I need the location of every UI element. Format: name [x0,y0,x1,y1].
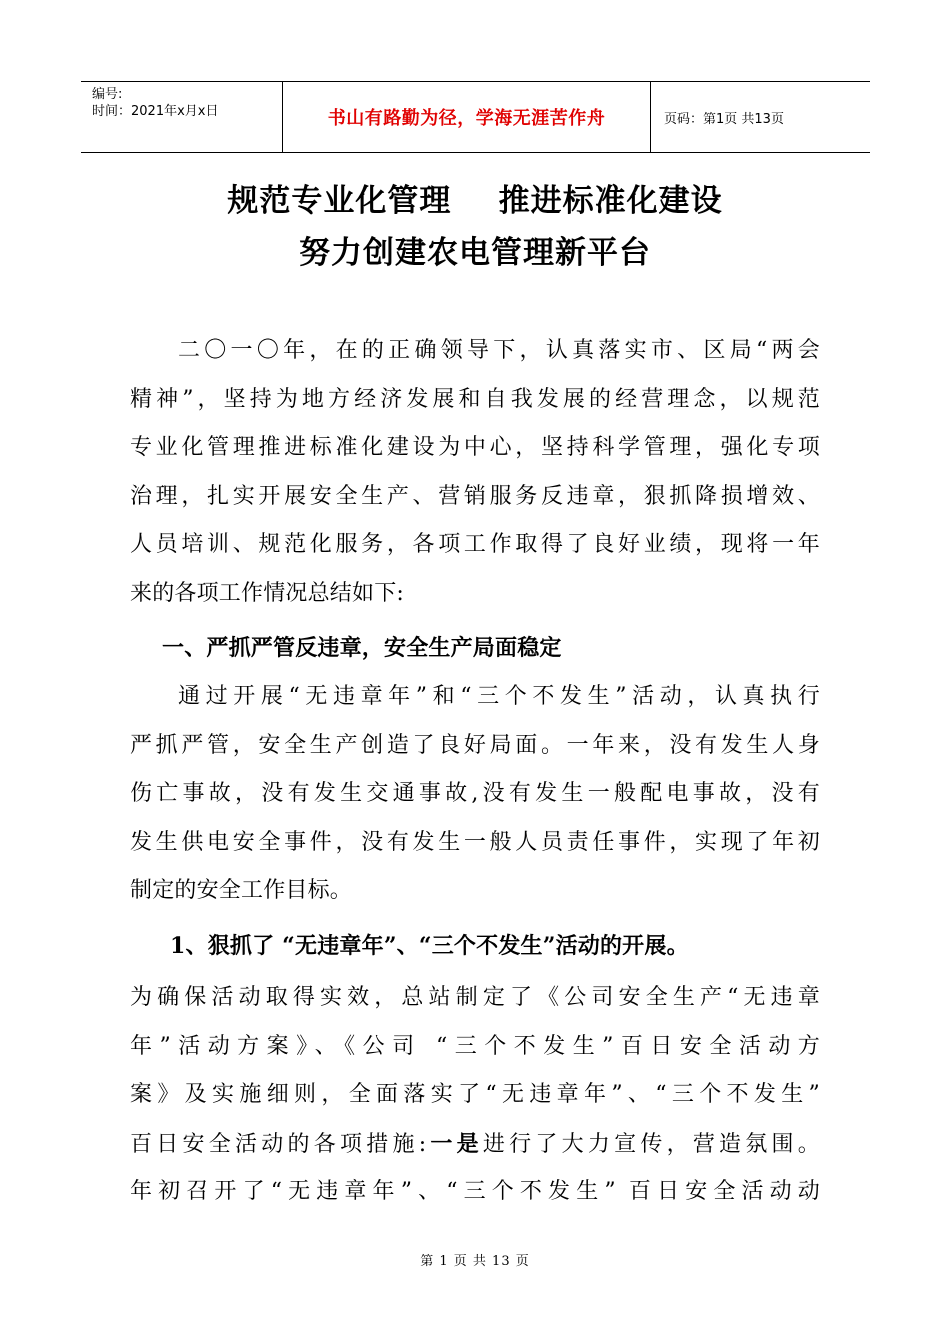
section-heading-1 [130,624,820,673]
section-heading-text: 一、严抓严管反违章，安全生产局面稳定 [162,635,562,661]
emphasis-text: 一是 [426,1130,483,1157]
header-table [81,81,870,153]
paragraph-line: 通过开展“无违章年”和“三个不发生”活动，认真执行 [178,684,820,709]
paragraph-line: 人员培训、规范化服务，各项工作取得了良好业绩，现将一年 [130,532,820,557]
document-title-line1: 规范专业化管理 推进标准化建设 [227,183,723,219]
paragraph-line: 为确保活动取得实效，总站制定了《公司安全生产“无违章 [130,985,820,1010]
paragraph-line: 精神”，坚持为地方经济发展和自我发展的经营理念，以规范 [130,386,820,412]
header-motto: 书山有路勤为径，学海无涯苦作舟 [283,82,651,152]
document-time-label: 时间：2021年x月x日 [92,104,219,119]
section-heading-text: 1、狠抓了 “无违章年”、“三个不发生”活动的开展。 [170,933,689,959]
paragraph-line: 年初召开了“无违章年”、“三个不发生” 百日安全活动动 [130,1179,820,1204]
paragraph-line: 百日安全活动的各项措施:一是进行了大力宣传，营造氛围。 [130,1130,820,1157]
page-footer: 第 1 页 共 13 页 [420,1254,530,1269]
paragraph-line: 专业化管理推进标准化建设为中心，坚持科学管理，强化专项 [130,435,820,460]
paragraph-line: 来的各项工作情况总结如下: [130,580,405,606]
paragraph-line: 发生供电安全事件，没有发生一般人员责任事件，实现了年初 [130,829,820,855]
paragraph-line: 年”活动方案》、《公司 “三个不发生”百日安全活动方 [130,1033,820,1059]
document-title-line2: 努力创建农电管理新平台 [299,235,651,271]
paragraph-activities [130,974,820,1217]
paragraph-line: 治理，扎实开展安全生产、营销服务反违章，狠抓降损增效、 [130,483,820,509]
paragraph-line: 制定的安全工作目标。 [130,878,353,903]
paragraph-line: 二〇一〇年，在的正确领导下，认真落实市、区局“两会 [178,338,820,363]
paragraph-safety [130,673,820,916]
paragraph-line: 伤亡事故，没有发生交通事故,没有发生一般配电事故，没有 [130,781,820,806]
section-heading-2 [130,922,820,971]
header-info-cell [81,82,283,152]
document-number-label: 编号: [92,87,123,102]
paragraph-line: 案》及实施细则，全面落实了“无违章年”、“三个不发生” [130,1082,820,1107]
paragraph-line: 严抓严管，安全生产创造了良好局面。一年来，没有发生人身 [130,732,820,758]
paragraph-intro [130,327,820,618]
header-page-code: 页码：第1页 共13页 [664,111,784,127]
